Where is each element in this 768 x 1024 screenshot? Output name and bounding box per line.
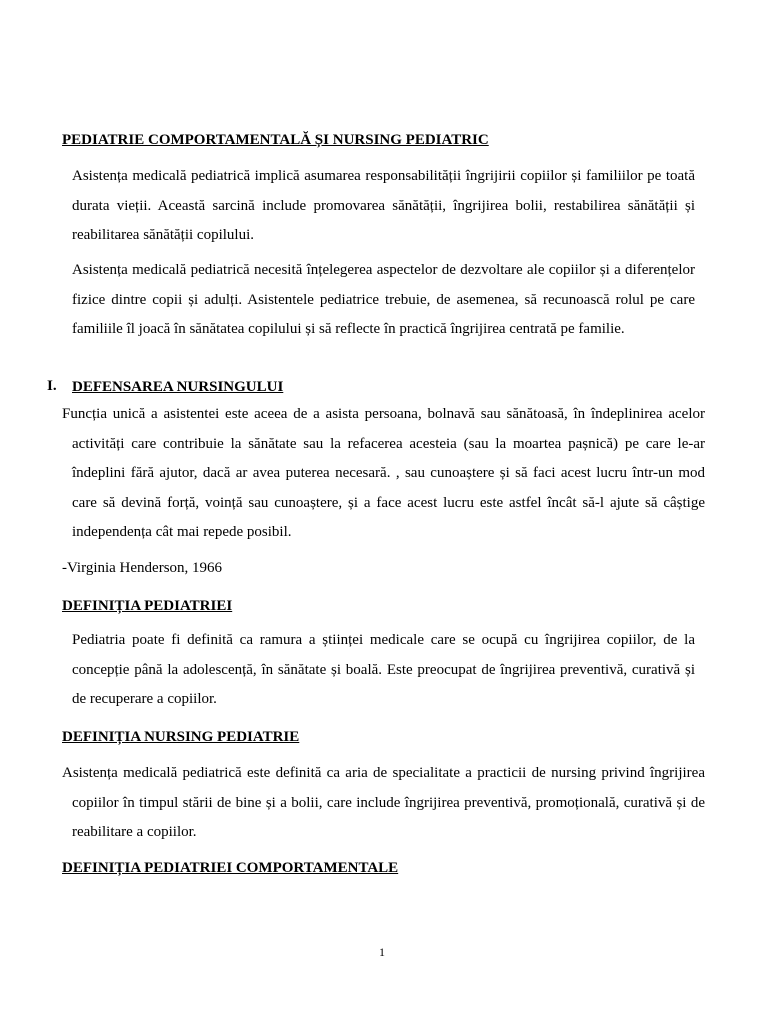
section-number: I. (47, 378, 57, 394)
page-number: 1 (379, 945, 385, 959)
heading-definitia-pediatriei: DEFINIȚIA PEDIATRIEI (62, 598, 233, 614)
intro-paragraph-2: Asistența medicală pediatrică necesită înțelegerea aspectelor de dezvoltare ale copiilor și a diferențelor fizice dintre copii și adulți. Asistentele pediatrice trebuie, de asemenea, să recunoască rolul pe care familiile îl joacă în sănătatea copilului și să reflecte în practică îngrijirea centrată pe familie. (72, 262, 695, 337)
heading-definitia-nursing: DEFINIȚIA NURSING PEDIATRIE (62, 729, 300, 745)
nursing-pediatrie-definition-paragraph: Asistența medicală pediatrică este definită ca aria de specialitate a practicii de nursing privind îngrijirea copiilor în timpul stării de bine și a bolii, care include îngrijirea preventivă, promoțională, curativă și de reabilitare a copiilor. (62, 765, 705, 840)
nursing-definition-quote: Funcția unică a asistentei este aceea de a asista persoana, bolnavă sau sănătoasă, în îndeplinirea acelor activități care contribuie la sănătate sau la refacerea acesteia (sau la moartea pașnică) pe care le-ar îndeplini fără ajutor, dacă ar avea puterea necesară. , sau cunoaștere și să faci acest lucru într-un mod care să devină forță, voință sau cunoaștere, și a face acest lucru este astfel încât să-l ajute să câștige independența cât mai repede posibil. (62, 406, 705, 540)
heading-pediatrie-comportamentala: DEFINIȚIA PEDIATRIEI COMPORTAMENTALE (62, 860, 399, 876)
document-title: PEDIATRIE COMPORTAMENTALĂ ȘI NURSING PEDIATRIC (62, 132, 489, 148)
section-heading-nursing: DEFENSAREA NURSINGULUI (72, 379, 284, 395)
quote-attribution: -Virginia Henderson, 1966 (62, 560, 223, 576)
pediatrie-definition-paragraph: Pediatria poate fi definită ca ramura a științei medicale care se ocupă cu îngrijirea copiilor, de la concepție până la adolescență, în sănătate și boală. Este preocupat de îngrijirea preventivă, curativă și de recuperare a copiilor. (72, 632, 695, 707)
intro-paragraph-1: Asistența medicală pediatrică implică asumarea responsabilității îngrijirii copiilor și familiilor pe toată durata vieții. Această sarcină include promovarea sănătății, îngrijirea bolii, restabilirea sănătății și reabilitarea sănătății copilului. (72, 168, 695, 243)
